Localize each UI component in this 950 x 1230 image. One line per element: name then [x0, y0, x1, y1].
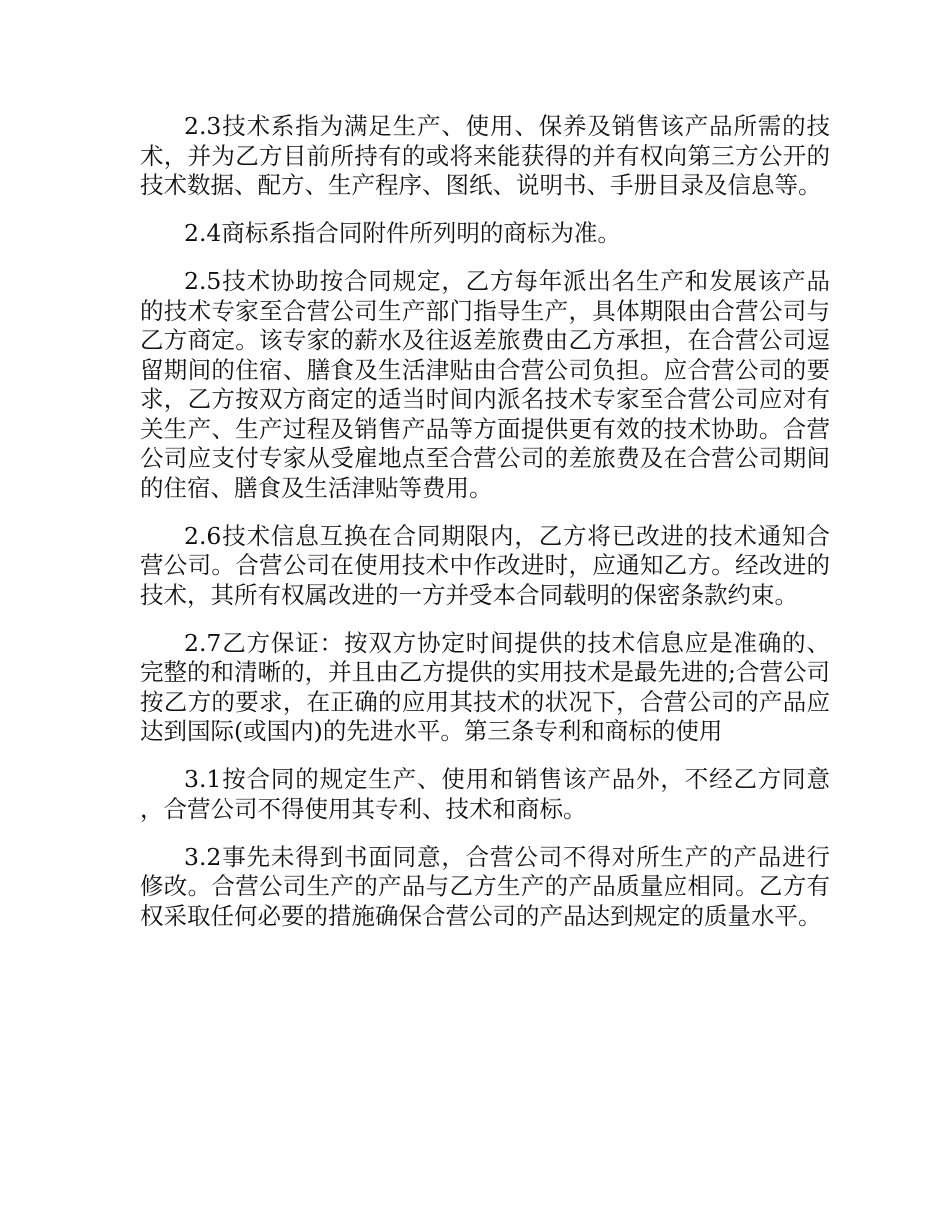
- document-page: [140, 112, 830, 950]
- clause-2-4-paragraph: 2.4商标系指合同附件所列明的商标为准。: [184, 219, 621, 247]
- clause-2-7-paragraph: 2.7乙方保证：按双方协定时间提供的技术信息应是准确的、完整的和清晰的，并且由乙方提供的实用技术是最先进的;合营公司按乙方的要求，在正确的应用其技术的状况下，合营公司的产品应达到国际(或国内)的先进水平。第三条专利和商标的使用: [140, 628, 830, 745]
- clause-2-6-paragraph: 2.6技术信息互换在合同期限内，乙方将已改进的技术通知合营公司。合营公司在使用技术中作改进时，应通知乙方。经改进的技术，其所有权属改进的一方并受本合同载明的保密条款约束。: [140, 521, 830, 609]
- clause-2-3-paragraph: 2.3技术系指为满足生产、使用、保养及销售该产品所需的技术，并为乙方目前所持有的或将来能获得的并有权向第三方公开的技术数据、配方、生产程序、图纸、说明书、手册目录及信息等。: [140, 112, 830, 199]
- clause-3-1-paragraph: 3.1按合同的规定生产、使用和销售该产品外，不经乙方同意，合营公司不得使用其专利、技术和商标。: [140, 765, 830, 823]
- clause-3-2-paragraph: 3.2事先未得到书面同意，合营公司不得对所生产的产品进行修改。合营公司生产的产品与乙方生产的产品质量应相同。乙方有权采取任何必要的措施确保合营公司的产品达到规定的质量水平。: [140, 842, 830, 930]
- clause-2-5-paragraph: 2.5技术协助按合同规定，乙方每年派出名生产和发展该产品的技术专家至合营公司生产部门指导生产，具体期限由合营公司与乙方商定。该专家的薪水及往返差旅费由乙方承担，在合营公司逗留期间的住宿、膳食及生活津贴由合营公司负担。应合营公司的要求，乙方按双方商定的适当时间内派名技术专家至合营公司应对有关生产、生产过程及销售产品等方面提供更有效的技术协助。合营公司应支付专家从受雇地点至合营公司的差旅费及在合营公司期间的住宿、膳食及生活津贴等费用。: [140, 267, 830, 502]
